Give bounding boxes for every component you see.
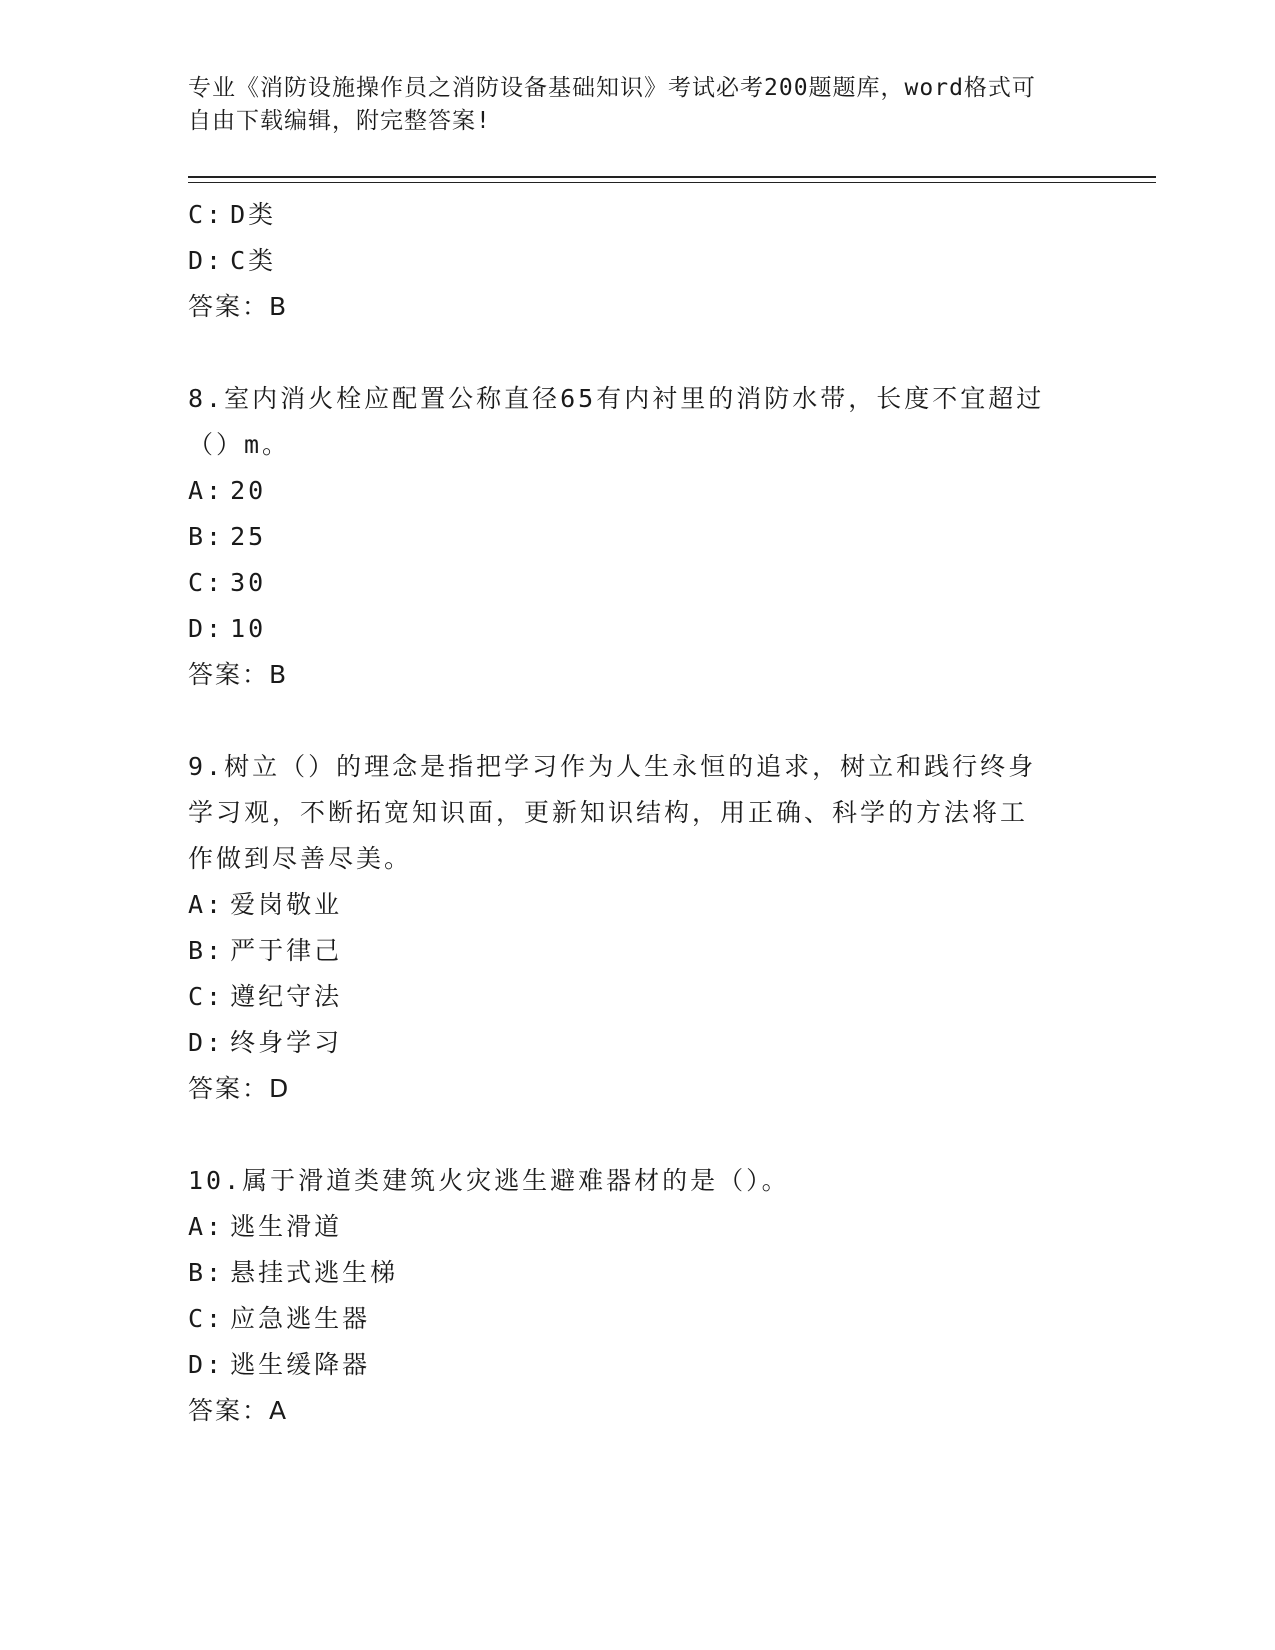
question-8	[188, 376, 1088, 698]
option-a: A: 逃生滑道	[188, 1212, 343, 1241]
header-line-2: 自由下载编辑，附完整答案!	[188, 108, 491, 134]
question-text-line: 10.属于滑道类建筑火灾逃生避难器材的是（）。	[188, 1166, 790, 1195]
document-header	[188, 72, 1068, 138]
option-c: C: 30	[188, 568, 267, 597]
option-d: D: 终身学习	[188, 1028, 343, 1057]
option-b: B: 悬挂式逃生梯	[188, 1258, 399, 1287]
question-text-line: 8.室内消火栓应配置公称直径65有内衬里的消防水带，长度不宜超过	[188, 384, 1045, 413]
header-rule-thin	[188, 182, 1156, 183]
option-a: A: 爱岗敬业	[188, 890, 343, 919]
spacer	[188, 698, 1088, 744]
option-d: D: 逃生缓降器	[188, 1350, 371, 1379]
question-text-line: 9.树立（）的理念是指把学习作为人生永恒的追求，树立和践行终身	[188, 752, 1037, 781]
answer-line: 答案：B	[188, 292, 289, 321]
question-text-line: 作做到尽善尽美。	[188, 844, 413, 873]
option-c: C: 遵纪守法	[188, 982, 343, 1011]
option-c: C: D类	[188, 200, 277, 229]
document-body	[188, 192, 1088, 1434]
question-10	[188, 1158, 1088, 1434]
option-a: A: 20	[188, 476, 267, 505]
option-b: B: 25	[188, 522, 267, 551]
header-line-1: 专业《消防设施操作员之消防设备基础知识》考试必考200题题库，word格式可	[188, 75, 1036, 101]
answer-line: 答案：B	[188, 660, 289, 689]
question-text-line: （）m。	[188, 430, 291, 459]
spacer	[188, 1112, 1088, 1158]
header-rule-thick	[188, 176, 1156, 178]
question-9	[188, 744, 1088, 1112]
answer-line: 答案：D	[188, 1074, 291, 1103]
answer-line: 答案：A	[188, 1396, 289, 1425]
spacer	[188, 330, 1088, 376]
question-text-line: 学习观，不断拓宽知识面，更新知识结构，用正确、科学的方法将工	[188, 798, 1029, 827]
partial-question	[188, 192, 1088, 330]
option-b: B: 严于律己	[188, 936, 343, 965]
option-d: D: 10	[188, 614, 267, 643]
option-c: C: 应急逃生器	[188, 1304, 371, 1333]
option-d: D: C类	[188, 246, 277, 275]
